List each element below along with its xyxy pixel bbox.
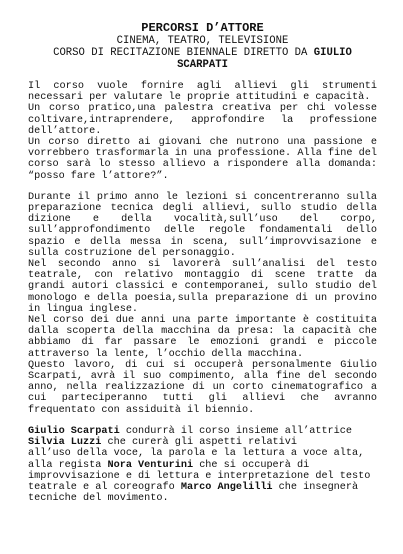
subtitle-course [28, 47, 377, 71]
intro-paragraph: Un corso pratico,una palestra creativa per chi volesse coltivare,intraprendere, approfondire la professione dell’attore. [28, 103, 377, 137]
program-paragraph-first-year: Durante il primo anno le lezioni si concentreranno sulla preparazione tecnica degli allievi, sullo studio della dizione e della vocalità,sull’uso del corpo, sull’approfondimento delle regole fondamentali dello spazio e della messa in scena, sull’improvvisazione e sulla costruzione del personaggio. [28, 191, 377, 259]
credits-text: alla regista [28, 459, 108, 471]
director-name: GIULIO SCARPATI [177, 47, 352, 71]
credits-line: all’uso della voce, la parola e la lettura a voce alta, [28, 448, 365, 460]
teacher-name: Giulio Scarpati [28, 425, 120, 437]
teacher-name: Marco Angelilli [180, 481, 273, 493]
program-paragraph-short-film: Questo lavoro, di cui si occuperà personalmente Giulio Scarpati, avrà il suo compimento, alla fine del secondo anno, nella realizzazione di un corto cinematografico a cui parteciperanno tutti gli allievi che avranno frequentato con assiduità il biennio. [28, 359, 377, 416]
document-header [28, 22, 377, 71]
teacher-name: Silvia Luzzi [28, 437, 102, 449]
program-section [28, 192, 377, 416]
intro-paragraph: Un corso diretto ai giovani che nutrono una passione e vorrebbero trasformarla in una professione. Alla fine del corso sarà lo stesso allievo a rispondere alla domanda: “posso fare l’attore?”. [28, 137, 377, 182]
credits-line [28, 437, 377, 448]
credits-line [28, 426, 377, 437]
teacher-name: Nora Venturini [107, 459, 194, 471]
credits-text: che insegnerà tecniche del movimento. [28, 481, 359, 505]
course-description: CORSO DI RECITAZIONE BIENNALE DIRETTO DA [53, 47, 314, 59]
program-paragraph-camera: Nel corso dei due anni una parte importante è costituita dalla scoperta della macchina da presa: la capacità che abbiamo di far passare le emozioni grandi e piccole attraverso la lente, l’occhio della macchina. [28, 315, 377, 360]
credits-text: condurrà il corso insieme all’attrice [119, 425, 353, 437]
credits-line [28, 460, 377, 505]
credits-section [28, 426, 377, 504]
credits-text: che si occuperà di improvvisazione e di lettura e interpretazione del testo teatrale e al coreografo [28, 459, 371, 493]
intro-section [28, 81, 377, 182]
credits-text: che curerà gli aspetti relativi [101, 437, 298, 449]
subtitle-media: CINEMA, TEATRO, TELEVISIONE [116, 35, 289, 47]
intro-paragraph: Il corso vuole fornire agli allievi gli strumenti necessari per valutare le proprie attitudini e capacità. [28, 81, 377, 104]
program-paragraph-second-year: Nel secondo anno si lavorerà sull’analisi del testo teatrale, con relativo montaggio di scene tratte da grandi autori classici e contemporanei, sullo studio del monologo e della poesia,sulla preparazione di un provino in lingua inglese. [28, 259, 377, 315]
document-title: PERCORSI D’ATTORE [141, 21, 264, 35]
